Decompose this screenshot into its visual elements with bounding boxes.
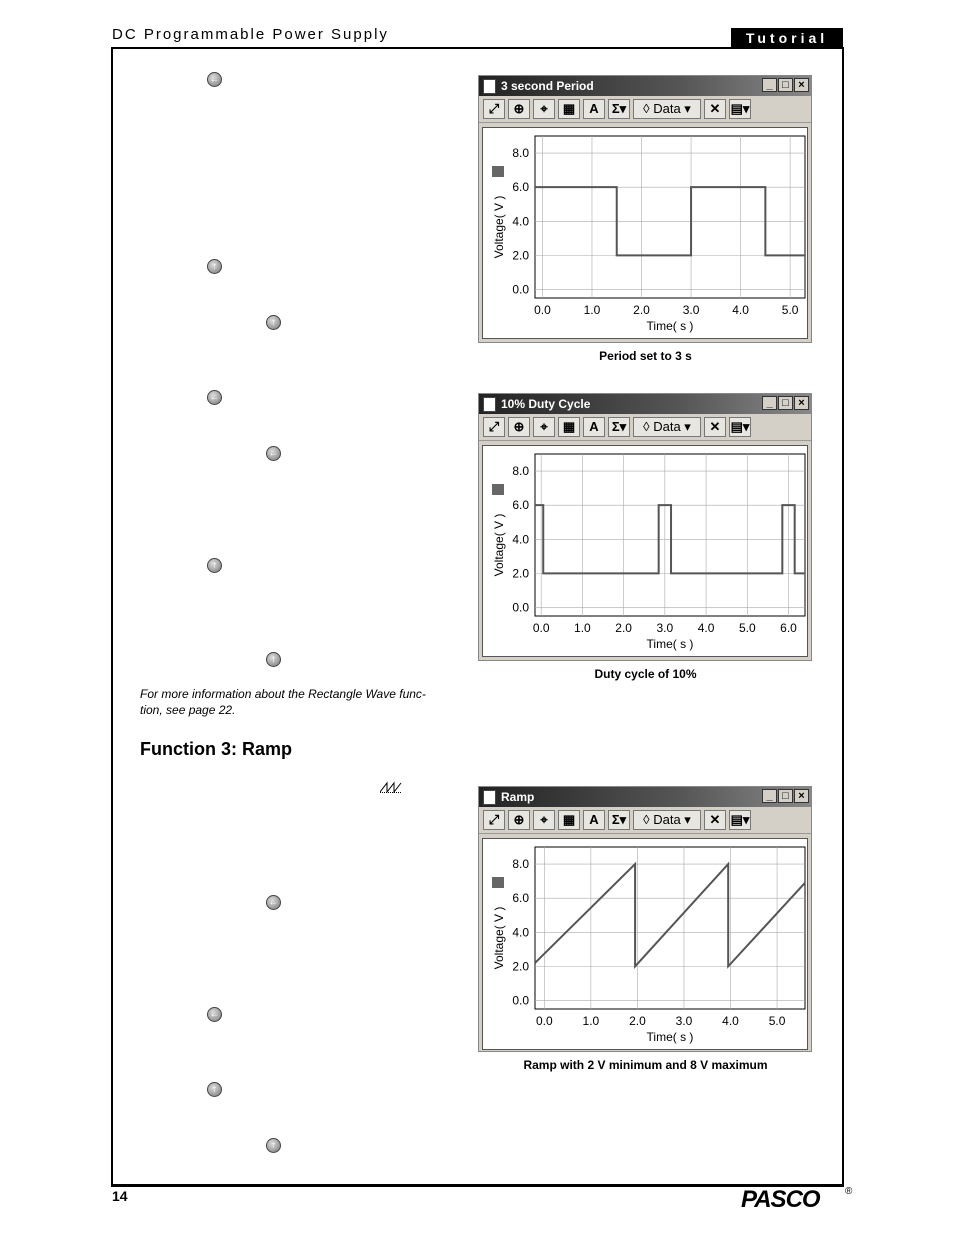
ramp-wave-icon [380, 781, 402, 793]
y-tick-label: 6.0 [512, 180, 529, 195]
x-tick-label: 1.0 [574, 621, 591, 635]
x-tick-label: 3.0 [675, 1014, 693, 1028]
x-tick-label: 0.0 [535, 1014, 553, 1028]
up-arrow-icon: ↑ [266, 652, 281, 667]
document-icon [483, 790, 496, 805]
window-titlebar[interactable] [479, 76, 811, 96]
smart-tool-icon[interactable]: ⌖ [533, 99, 555, 119]
left-arrow-icon: ← [207, 390, 222, 405]
calculator-icon[interactable]: ▦ [558, 810, 580, 830]
y-tick-label: 8.0 [512, 146, 529, 161]
close-button[interactable]: × [794, 789, 809, 803]
x-tick-label: 1.0 [583, 303, 601, 317]
annotation-icon[interactable]: A [583, 99, 605, 119]
figure-caption: Duty cycle of 10% [594, 667, 697, 681]
page-number: 14 [112, 1188, 128, 1204]
left-arrow-icon: ← [266, 895, 281, 910]
x-tick-label: 5.0 [781, 303, 799, 317]
annotation-icon[interactable]: A [583, 810, 605, 830]
up-arrow-icon: ↑ [207, 259, 222, 274]
minimize-button[interactable]: _ [762, 396, 777, 410]
figure-caption: Ramp with 2 V minimum and 8 V maximum [523, 1058, 768, 1072]
window-title: Ramp [501, 790, 535, 804]
y-tick-label: 0.0 [512, 282, 529, 297]
y-tick-label: 0.0 [512, 993, 529, 1008]
up-arrow-icon: ↑ [207, 1082, 222, 1097]
y-tick-label: 2.0 [512, 248, 529, 263]
x-tick-label: 1.0 [582, 1014, 600, 1028]
plot-area [482, 445, 808, 657]
series-marker [492, 877, 504, 888]
statistics-icon[interactable]: Σ▾ [608, 810, 630, 830]
x-tick-label: 4.0 [732, 303, 749, 317]
x-tick-label: 2.0 [615, 621, 632, 635]
graph-window[interactable] [478, 393, 812, 661]
scale-to-fit-icon[interactable]: ⤢ [483, 99, 505, 119]
data-dropdown[interactable]: ◊ Data ▾ [633, 810, 701, 830]
smart-tool-icon[interactable]: ⌖ [533, 810, 555, 830]
y-tick-label: 2.0 [512, 566, 529, 581]
x-axis-label: Time( s ) [646, 319, 694, 333]
settings-icon[interactable]: ▤▾ [729, 810, 751, 830]
document-icon [483, 397, 496, 412]
left-arrow-icon: ← [266, 446, 281, 461]
zoom-icon[interactable]: ⊕ [508, 99, 530, 119]
y-tick-label: 8.0 [512, 464, 529, 479]
left-arrow-icon: ← [207, 1007, 222, 1022]
delete-icon[interactable]: ✕ [704, 810, 726, 830]
figure-caption: Period set to 3 s [599, 349, 692, 363]
window-titlebar[interactable] [479, 787, 811, 807]
x-tick-label: 4.0 [722, 1014, 739, 1028]
side-note: For more information about the Rectangle Wave func-tion, see page 22. [140, 687, 426, 717]
y-tick-label: 4.0 [512, 925, 529, 940]
data-dropdown-label: Data [653, 812, 681, 827]
graph-toolbar [479, 414, 811, 441]
annotation-icon[interactable]: A [583, 417, 605, 437]
maximize-button[interactable]: □ [778, 396, 793, 410]
graph-toolbar [479, 807, 811, 834]
window-title: 3 second Period [501, 79, 594, 93]
y-tick-label: 6.0 [512, 891, 529, 906]
left-arrow-icon: ← [207, 72, 222, 87]
data-dropdown[interactable]: ◊ Data ▾ [633, 417, 701, 437]
series-marker [492, 166, 504, 177]
close-button[interactable]: × [794, 78, 809, 92]
data-dropdown-label: Data [653, 101, 681, 116]
maximize-button[interactable]: □ [778, 789, 793, 803]
settings-icon[interactable]: ▤▾ [729, 417, 751, 437]
up-arrow-icon: ↑ [266, 1138, 281, 1153]
series-marker [492, 484, 504, 495]
x-tick-label: 0.0 [532, 621, 550, 635]
x-axis-label: Time( s ) [646, 1030, 694, 1044]
pasco-logo: PASCO [741, 1186, 820, 1213]
up-arrow-icon: ↑ [266, 315, 281, 330]
y-axis-label: Voltage( V ) [492, 906, 506, 970]
chart-svg [483, 839, 809, 1049]
y-tick-label: 6.0 [512, 498, 529, 513]
maximize-button[interactable]: □ [778, 78, 793, 92]
graph-window[interactable] [478, 75, 812, 343]
y-tick-label: 0.0 [512, 600, 529, 615]
document-icon [483, 79, 496, 94]
statistics-icon[interactable]: Σ▾ [608, 99, 630, 119]
x-tick-label: 2.0 [629, 1014, 646, 1028]
settings-icon[interactable]: ▤▾ [729, 99, 751, 119]
x-axis-label: Time( s ) [646, 637, 694, 651]
statistics-icon[interactable]: Σ▾ [608, 417, 630, 437]
x-tick-label: 4.0 [697, 621, 715, 635]
x-tick-label: 2.0 [633, 303, 650, 317]
y-tick-label: 2.0 [512, 959, 529, 974]
zoom-icon[interactable]: ⊕ [508, 810, 530, 830]
x-tick-label: 6.0 [780, 621, 797, 635]
section-tab: Tutorial [731, 28, 843, 48]
data-dropdown[interactable]: ◊ Data ▾ [633, 99, 701, 119]
plot-area [482, 127, 808, 339]
minimize-button[interactable]: _ [762, 78, 777, 92]
plot-frame [535, 454, 805, 616]
x-tick-label: 5.0 [738, 621, 756, 635]
data-dropdown-label: Data [653, 419, 681, 434]
close-button[interactable]: × [794, 396, 809, 410]
smart-tool-icon[interactable]: ⌖ [533, 417, 555, 437]
calculator-icon[interactable]: ▦ [558, 417, 580, 437]
graph-window[interactable] [478, 786, 812, 1052]
y-tick-label: 4.0 [512, 214, 529, 229]
window-title: 10% Duty Cycle [501, 397, 591, 411]
x-tick-label: 3.0 [656, 621, 674, 635]
window-titlebar[interactable] [479, 394, 811, 414]
scale-to-fit-icon[interactable]: ⤢ [483, 417, 505, 437]
y-tick-label: 4.0 [512, 532, 529, 547]
x-tick-label: 0.0 [534, 303, 551, 317]
minimize-button[interactable]: _ [762, 789, 777, 803]
chart-svg [483, 128, 809, 338]
delete-icon[interactable]: ✕ [704, 99, 726, 119]
zoom-icon[interactable]: ⊕ [508, 417, 530, 437]
delete-icon[interactable]: ✕ [704, 417, 726, 437]
y-axis-label: Voltage( V ) [492, 513, 506, 577]
plot-area [482, 838, 808, 1050]
x-tick-label: 3.0 [682, 303, 700, 317]
chart-svg [483, 446, 809, 656]
calculator-icon[interactable]: ▦ [558, 99, 580, 119]
x-tick-label: 5.0 [768, 1014, 786, 1028]
section-heading: Function 3: Ramp [140, 739, 292, 759]
up-arrow-icon: ↑ [207, 558, 222, 573]
registered-mark: ® [845, 1186, 853, 1197]
running-header: DC Programmable Power Supply [112, 26, 389, 43]
y-tick-label: 8.0 [512, 857, 529, 872]
y-axis-label: Voltage( V ) [492, 195, 506, 259]
scale-to-fit-icon[interactable]: ⤢ [483, 810, 505, 830]
graph-toolbar [479, 96, 811, 123]
